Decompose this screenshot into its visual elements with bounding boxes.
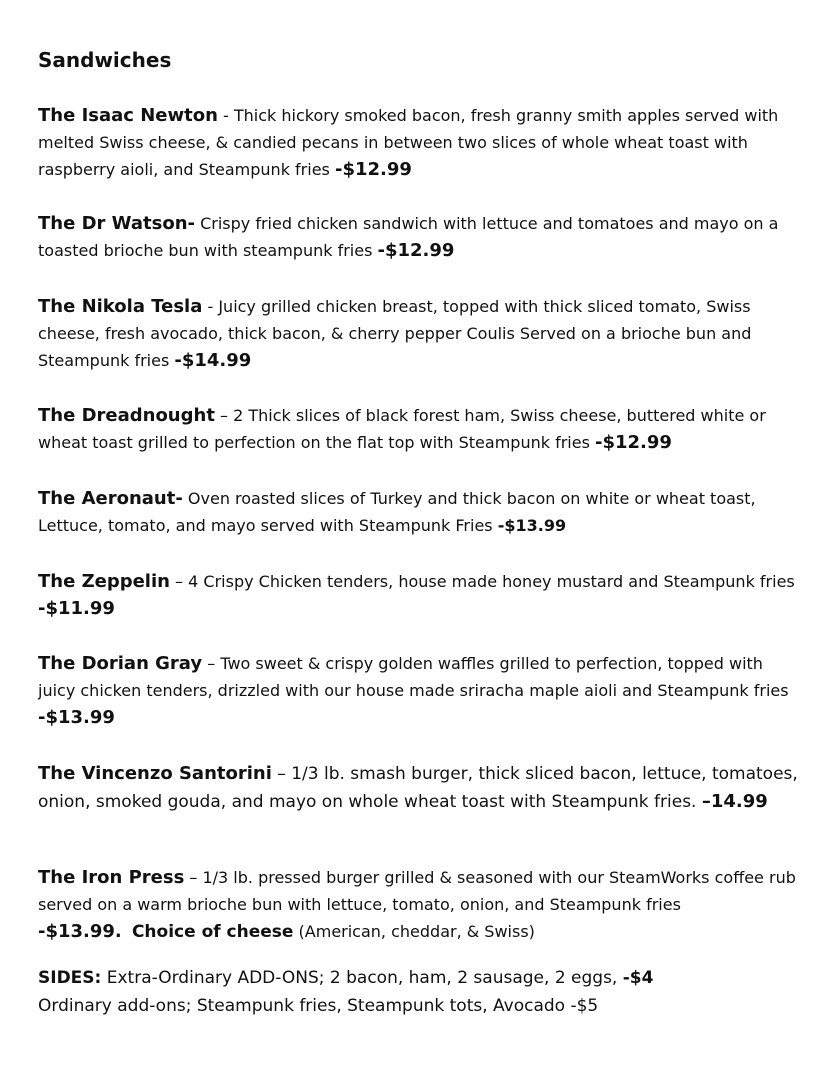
menu-item-vincenzo-santorini <box>38 760 798 816</box>
menu-item-nikola-tesla <box>38 293 798 374</box>
item-price: -$11.99 <box>38 598 115 619</box>
item-description: 2 Thick slices of black forest ham, Swiss cheese, buttered white or wheat toast grilled to perfection on the flat top with Steampunk fries <box>38 406 766 452</box>
item-name: The Isaac Newton <box>38 105 218 126</box>
item-description: 1/3 lb. pressed burger grilled & seasoned with our SteamWorks coffee rub served on a warm brioche bun with lettuce, tomato, onion, and Steampunk fries <box>38 868 796 914</box>
menu-item-dorian-gray <box>38 650 798 731</box>
sides-ordinary: Ordinary add-ons; Steampunk fries, Steampunk tots, Avocado -$5 <box>38 996 599 1016</box>
item-name: The Nikola Tesla <box>38 296 203 317</box>
menu-item-dreadnought <box>38 402 798 456</box>
item-price: -$12.99 <box>595 432 672 453</box>
item-description: 1/3 lb. smash burger, thick sliced bacon, lettuce, tomatoes, onion, smoked gouda, and mayo on whole wheat toast with Steampunk fries. <box>38 764 798 812</box>
menu-item-aeronaut <box>38 485 798 539</box>
item-description: 4 Crispy Chicken tenders, house made honey mustard and Steampunk fries <box>188 572 795 591</box>
sides-section <box>38 964 798 1020</box>
cheese-choice-label: Choice of cheese <box>131 922 294 942</box>
item-price: -$12.99 <box>334 159 412 180</box>
item-description: Two sweet & crispy golden waffles grilled to perfection, topped with juicy chicken tenders, drizzled with our house made sriracha maple aioli and Steampunk fries <box>38 654 789 700</box>
item-separator: – <box>214 406 234 425</box>
item-separator: - <box>217 106 234 125</box>
menu-item-isaac-newton <box>38 102 798 183</box>
item-separator: - <box>202 297 219 316</box>
sides-label: SIDES: <box>38 968 102 988</box>
item-name: The Dreadnought <box>38 405 215 426</box>
item-name: The Vincenzo Santorini <box>38 763 272 784</box>
menu-item-dr-watson <box>38 210 798 264</box>
item-separator: – <box>271 764 292 784</box>
item-price: –14.99 <box>701 791 768 812</box>
sides-extra-ordinary-price: -$4 <box>622 968 654 988</box>
sides-extra-ordinary: Extra-Ordinary ADD-ONS; 2 bacon, ham, 2 sausage, 2 eggs, <box>101 968 623 988</box>
item-price: -$13.99 <box>38 707 115 728</box>
item-separator: – <box>169 572 189 591</box>
item-description: Juicy grilled chicken breast, topped with thick sliced tomato, Swiss cheese, fresh avocado, thick bacon, & cherry pepper Coulis Served on a brioche bun and Steampunk fries <box>38 297 752 370</box>
menu-item-zeppelin <box>38 568 798 622</box>
menu-item-iron-press <box>38 864 798 946</box>
cheese-choice-options: (American, cheddar, & Swiss) <box>293 922 535 941</box>
item-price: -$14.99 <box>174 350 252 371</box>
item-description: Crispy fried chicken sandwich with lettuce and tomatoes and mayo on a toasted brioche bun with steampunk fries <box>38 214 779 260</box>
item-separator: – <box>202 654 221 673</box>
section-heading: Sandwiches <box>38 48 172 72</box>
item-price: -$12.99 <box>377 240 455 261</box>
item-name: The Iron Press <box>38 867 185 888</box>
item-separator: – <box>184 868 203 887</box>
item-name: The Dr Watson- <box>38 213 195 234</box>
item-description: Oven roasted slices of Turkey and thick bacon on white or wheat toast, Lettuce, tomato, and mayo served with Steampunk Fries <box>38 489 756 535</box>
item-price: -$13.99. <box>38 921 122 942</box>
item-name: The Aeronaut- <box>38 488 183 509</box>
item-price: -$13.99 <box>497 516 567 535</box>
item-name: The Dorian Gray <box>38 653 203 674</box>
item-name: The Zeppelin <box>38 571 170 592</box>
item-description: Thick hickory smoked bacon, fresh granny smith apples served with melted Swiss cheese, & candied pecans in between two slices of whole wheat toast with raspberry aioli, and Steampunk fries <box>38 106 779 179</box>
